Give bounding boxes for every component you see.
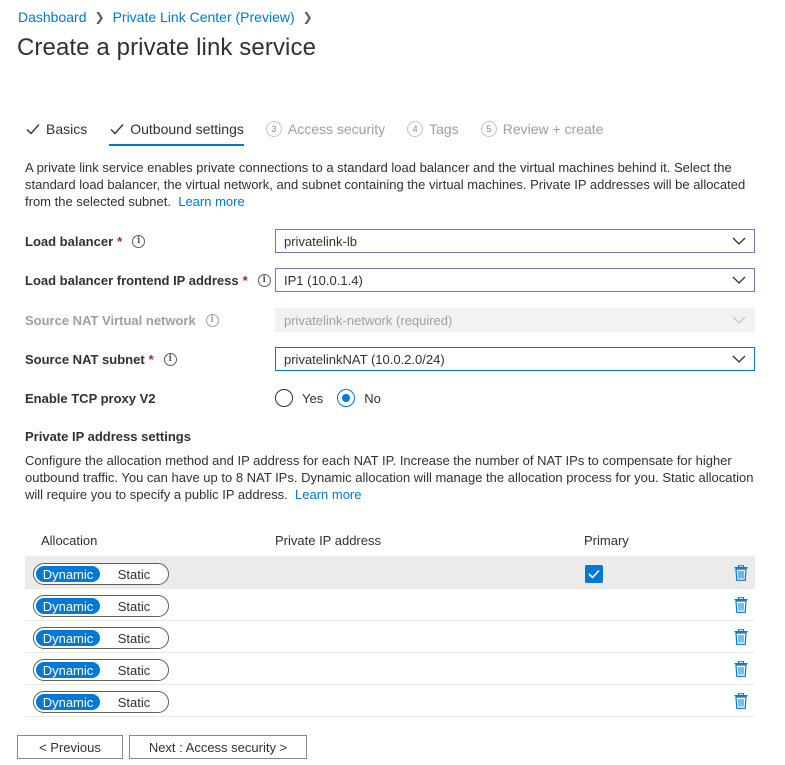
tcp-proxy-no-radio[interactable]: [337, 389, 381, 407]
load-balancer-value: privatelink-lb: [284, 233, 357, 249]
table-row[interactable]: [25, 685, 755, 717]
chevron-down-icon: [732, 353, 746, 365]
chevron-down-icon: [732, 235, 746, 247]
previous-button[interactable]: < Previous: [17, 735, 123, 759]
column-primary: Primary: [584, 533, 629, 548]
trash-icon[interactable]: [734, 629, 748, 645]
tcp-proxy-row: [25, 386, 755, 410]
tcp-proxy-yes-radio[interactable]: [275, 389, 323, 407]
private-ip-description: [25, 452, 765, 503]
frontend-ip-label-text: Load balancer frontend IP address: [25, 272, 239, 288]
allocation-static-option[interactable]: Static: [117, 566, 151, 582]
nat-subnet-label-text: Source NAT subnet: [25, 351, 145, 367]
allocation-static-option[interactable]: Static: [117, 630, 151, 646]
tcp-proxy-radio-group: [275, 386, 395, 410]
load-balancer-label: [25, 234, 145, 249]
tab-tags[interactable]: [407, 118, 459, 140]
column-allocation: Allocation: [41, 533, 98, 548]
trash-icon[interactable]: [734, 693, 748, 709]
frontend-ip-row: [25, 268, 755, 292]
trash-icon[interactable]: [734, 661, 748, 677]
step-number-5: 5: [481, 121, 497, 137]
nat-vnet-dropdown: [275, 308, 755, 332]
page-title: Create a private link service: [17, 34, 317, 61]
private-ip-section-title: Private IP address settings: [25, 429, 191, 444]
trash-icon[interactable]: [734, 597, 748, 613]
allocation-static-option[interactable]: Static: [117, 598, 151, 614]
required-marker: *: [117, 233, 123, 249]
allocation-toggle[interactable]: [33, 627, 169, 649]
checkmark-icon: [109, 121, 125, 137]
allocation-toggle[interactable]: [33, 595, 169, 617]
tab-access-security-label: Access security: [287, 121, 386, 137]
step-number-3: 3: [266, 121, 282, 137]
tab-basics[interactable]: [25, 118, 87, 140]
nat-subnet-dropdown[interactable]: [275, 347, 755, 371]
nat-vnet-value: privatelink-network (required): [284, 312, 453, 328]
page-description-text: A private link service enables private connections to a standard load balancer and the virtual machines behind it. Select the standard load balancer, the virtual network, and subnet containing the virtual machines. Private IP addresses will be allocated from the selected subnet.: [25, 160, 746, 209]
frontend-ip-dropdown[interactable]: [275, 268, 755, 292]
tab-outbound-settings[interactable]: [109, 118, 244, 140]
load-balancer-label-text: Load balancer: [25, 233, 114, 249]
info-icon[interactable]: i: [132, 235, 145, 248]
nat-vnet-label: [25, 313, 219, 328]
tab-basics-label: Basics: [46, 121, 88, 137]
nat-ip-grid: [25, 527, 755, 717]
chevron-right-icon: ❯: [302, 10, 313, 24]
step-number-4: 4: [407, 121, 423, 137]
frontend-ip-value: IP1 (10.0.1.4): [284, 272, 363, 288]
allocation-dynamic-option[interactable]: Dynamic: [36, 694, 100, 710]
table-row[interactable]: [25, 589, 755, 621]
nat-vnet-label-text: Source NAT Virtual network: [25, 312, 196, 328]
chevron-down-icon: [732, 314, 746, 326]
allocation-toggle[interactable]: [33, 563, 169, 585]
page-description: [25, 159, 755, 210]
tab-review-create-label: Review + create: [502, 121, 604, 137]
allocation-static-option[interactable]: Static: [117, 694, 151, 710]
tab-outbound-settings-label: Outbound settings: [130, 121, 244, 137]
wizard-tabs: [25, 118, 625, 144]
tcp-proxy-yes-label: Yes: [302, 390, 324, 406]
info-icon[interactable]: i: [164, 353, 177, 366]
chevron-right-icon: ❯: [94, 10, 105, 24]
breadcrumb-dashboard-link[interactable]: Dashboard: [18, 9, 87, 25]
allocation-static-option[interactable]: Static: [117, 662, 151, 678]
chevron-down-icon: [732, 274, 746, 286]
learn-more-link[interactable]: Learn more: [178, 194, 245, 209]
radio-circle-selected[interactable]: [337, 389, 355, 407]
tab-access-security[interactable]: [266, 118, 385, 140]
private-ip-learn-more-link[interactable]: Learn more: [295, 487, 362, 502]
tcp-proxy-no-label: No: [364, 390, 381, 406]
nat-vnet-row: [25, 308, 755, 332]
column-private-ip: Private IP address: [275, 533, 381, 548]
required-marker: *: [148, 351, 154, 367]
allocation-toggle[interactable]: [33, 691, 169, 713]
tcp-proxy-label: Enable TCP proxy V2: [25, 390, 156, 406]
allocation-dynamic-option[interactable]: Dynamic: [36, 598, 100, 614]
allocation-dynamic-option[interactable]: Dynamic: [36, 566, 100, 582]
allocation-dynamic-option[interactable]: Dynamic: [36, 630, 100, 646]
info-icon[interactable]: i: [258, 274, 271, 287]
nat-subnet-value: privatelinkNAT (10.0.2.0/24): [284, 351, 445, 367]
load-balancer-dropdown[interactable]: [275, 229, 755, 253]
breadcrumb: [18, 9, 321, 25]
breadcrumb-private-link-center-link[interactable]: Private Link Center (Preview): [112, 9, 295, 25]
table-row[interactable]: [25, 621, 755, 653]
primary-checkbox[interactable]: [585, 565, 603, 583]
tab-review-create[interactable]: [481, 118, 604, 140]
table-row[interactable]: [25, 557, 755, 589]
grid-header: [25, 527, 755, 557]
tab-tags-label: Tags: [429, 121, 459, 137]
info-icon[interactable]: i: [206, 314, 219, 327]
checkmark-icon: [588, 569, 600, 579]
next-access-security-button[interactable]: Next : Access security >: [129, 735, 307, 759]
private-ip-description-text: Configure the allocation method and IP address for each NAT IP. Increase the number of NAT IPs to compensate for higher outbound traffic. You can have up to 8 NAT IPs. Dynamic allocation will manage the allocation process for you. Static allocation will require you to specify a public IP address.: [25, 453, 754, 502]
nat-subnet-label: [25, 352, 177, 367]
radio-circle[interactable]: [275, 389, 293, 407]
checkmark-icon: [25, 121, 41, 137]
required-marker: *: [242, 272, 248, 288]
nat-subnet-row: [25, 347, 755, 371]
allocation-dynamic-option[interactable]: Dynamic: [36, 662, 100, 678]
table-row[interactable]: [25, 653, 755, 685]
frontend-ip-label: [25, 273, 271, 288]
load-balancer-row: [25, 229, 755, 253]
allocation-toggle[interactable]: [33, 659, 169, 681]
trash-icon[interactable]: [734, 565, 748, 581]
